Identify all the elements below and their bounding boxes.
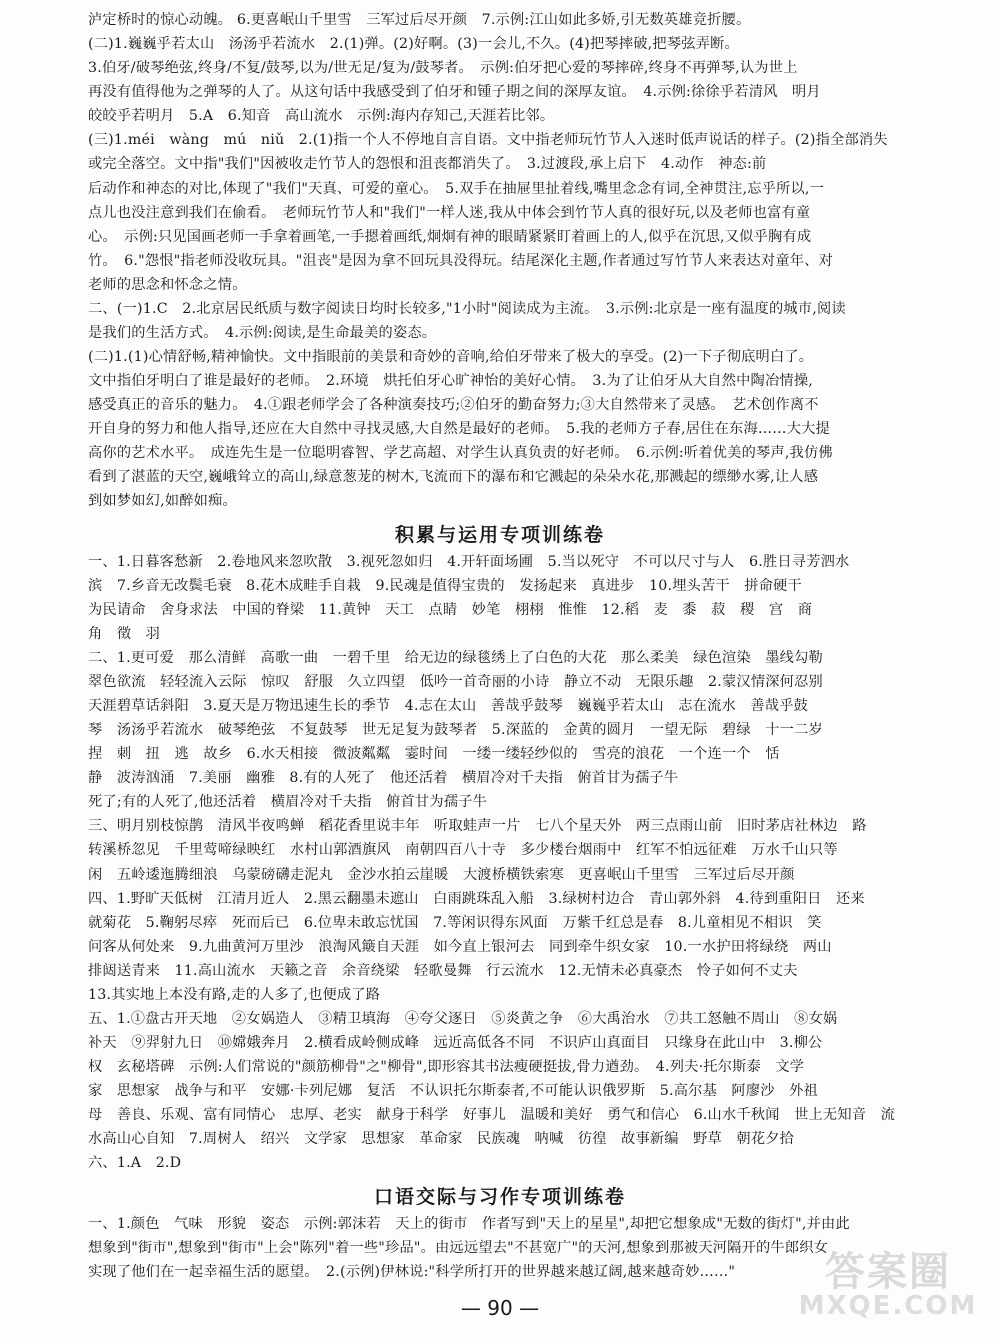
text-line: 是我们的生活方式。 4.示例:阅读,是生命最美的姿态。: [88, 324, 437, 341]
text-line: 补天 ⑨羿射九日 ⑩嫦娥奔月 2.横看成岭侧成峰 远近高低各不同 不识庐山真面目 只缘身在此山中 3.柳公: [88, 1034, 823, 1051]
text-line: 家 思想家 战争与和平 安娜·卡列尼娜 复活 不认识托尔斯泰者,不可能认识俄罗斯 5.高尔基 阿廖沙 外祖: [88, 1082, 818, 1099]
text-line: 点儿也没注意到我们在偷看。 老师玩竹节人和"我们"一样人迷,我从中体会到竹节人真的很好玩,以及老师也富有童: [88, 204, 811, 221]
text-line: 权 玄秘塔碑 示例:人们常说的"颜筋柳骨"之"柳骨",即形容其书法瘦硬挺拔,骨力遒劲。 4.列夫·托尔斯泰 文学: [88, 1058, 805, 1075]
text-line: 角 徵 羽: [88, 626, 161, 643]
text-line: 或完全落空。文中指"我们"因被收走竹节人的怨恨和沮丧都消失了。 3.过渡段,承上启下 4.动作 神态:前: [88, 156, 767, 173]
text-line: 高你的艺术水平。 成连先生是一位聪明睿智、学艺高超、对学生认真负责的好老师。 6.示例:听着优美的琴声,我仿佛: [88, 445, 833, 462]
text-line: 看到了湛蓝的天空,巍峨耸立的高山,绿意葱茏的树木,飞流而下的瀑布和它溅起的朵朵水花,那溅起的缥缈水雾,让人感: [88, 469, 819, 486]
text-line: 心。 示例:只见国画老师一手拿着画笔,一手摁着画纸,炯炯有神的眼睛紧紧盯着画上的人,似乎在沉思,又似乎胸有成: [88, 228, 812, 245]
text-line: 琴 汤汤乎若流水 破琴绝弦 不复鼓琴 世无足复为鼓琴者 5.深蓝的 金黄的圆月 一望无际 碧绿 十一二岁: [88, 722, 823, 739]
text-line: 天涯碧草话斜阳 3.夏天是万物迅速生长的季节 4.志在太山 善哉乎鼓琴 巍巍乎若太山 志在流水 善哉乎鼓: [88, 698, 809, 715]
text-line: 五、1.①盘古开天地 ②女娲造人 ③精卫填海 ④夸父逐日 ⑤炎黄之争 ⑥大禹治水 ⑦共工怒触不周山 ⑧女娲: [88, 1010, 838, 1027]
text-line: 感受真正的音乐的魅力。 4.①跟老师学会了各种演奏技巧;②伯牙的勤奋努力;③大自然带来了灵感。 艺术创作离不: [88, 396, 819, 413]
section-heading-oral-writing: 口语交际与习作专项训练卷: [373, 1185, 626, 1208]
text-line: 再没有值得他为之弹琴的人了。从这句话中我感受到了伯牙和锺子期之间的深厚友谊。 4.示例:徐徐乎若清风 明月: [88, 84, 821, 101]
text-line: 想象到"街市",想象到"街市"上会"陈列"着一些"珍品"。由远远望去"不甚宽广"的天河,想象到那被天河隔开的牛郎织女: [88, 1239, 829, 1256]
text-line: 13.其实地上本没有路,走的人多了,也便成了路: [88, 986, 381, 1003]
watermark-logo: [788, 1240, 988, 1328]
text-line: 到如梦如幻,如醉如痴。: [88, 493, 237, 510]
text-line: 四、1.野旷天低树 江清月近人 2.黑云翻墨未遮山 白雨跳珠乱入船 3.绿树村边合 青山郭外斜 4.待到重阳日 还来: [88, 890, 865, 907]
text-line: 六、1.A 2.D: [88, 1155, 182, 1172]
text-line: 开自身的努力和他人指导,还应在大自然中寻找灵感,大自然是最好的老师。 5.我的老师方子春,居住在东海……大大提: [88, 420, 830, 437]
text-line: 母 善良、乐观、富有同情心 忠厚、老实 献身于科学 好事儿 温暖和美好 勇气和信心 6.山水千秋闻 世上无知音 流: [88, 1106, 896, 1123]
text-line: 文中指伯牙明白了谁是最好的老师。 2.环境 烘托伯牙心旷神怡的美好心情。 3.为了让伯牙从大自然中陶冶情操,: [88, 372, 813, 389]
text-line: (二)1.巍巍乎若太山 汤汤乎若流水 2.(1)弹。(2)好啊。(3)一会儿,不久。(4)把琴摔破,把琴弦弄断。: [88, 36, 739, 53]
text-line: (二)1.(1)心情舒畅,精神愉快。文中指眼前的美景和奇妙的音响,给伯牙带来了极大的享受。(2)一下子彻底明白了。: [88, 348, 814, 365]
text-line: 泸定桥时的惊心动魄。 6.更喜岷山千里雪 三军过后尽开颜 7.示例:江山如此多娇,引无数英雄竞折腰。: [88, 12, 751, 29]
text-line: 后动作和神态的对比,体现了"我们"天真、可爱的童心。 5.双手在抽屉里扯着线,嘴里念念有词,全神贯注,忘乎所以,一: [88, 180, 825, 197]
text-line: 皎皎乎若明月 5.A 6.知音 高山流水 示例:海内存知己,天涯若比邻。: [88, 108, 555, 125]
text-line: 竹。 6."怨恨"指老师没收玩具。"沮丧"是因为拿不回玩具没得玩。结尾深化主题,作者通过写竹节人来表达对童年、对: [88, 252, 834, 269]
text-line: 就菊花 5.鞠躬尽瘁 死而后已 6.位卑未敢忘忧国 7.等闲识得东风面 万紫千红总是春 8.儿童相见不相识 笑: [88, 914, 822, 931]
text-line: 二、(一)1.C 2.北京居民纸质与数字阅读日均时长较多,"1小时"阅读成为主流。 3.示例:北京是一座有温度的城市,阅读: [88, 300, 846, 317]
text-line: 闲 五岭逶迤腾细浪 乌蒙磅礴走泥丸 金沙水拍云崖暖 大渡桥横铁索寒 更喜岷山千里雪 三军过后尽开颜: [88, 866, 795, 883]
watermark-text: 答案圈: [825, 1249, 951, 1295]
text-line: 水高山心自知 7.周树人 绍兴 文学家 思想家 革命家 民族魂 呐喊 彷徨 故事新编 野草 朝花夕拾: [88, 1131, 795, 1148]
text-line: 三、明月别枝惊鹊 清风半夜鸣蝉 稻花香里说丰年 听取蛙声一片 七八个星天外 两三点雨山前 旧时茅店社林边 路: [88, 818, 867, 835]
text-line: 静 波涛汹涌 7.美丽 幽雅 8.有的人死了 他还活着 横眉冷对千夫指 俯首甘为孺子牛: [88, 770, 679, 787]
text-line: 捏 刺 扭 逃 故乡 6.水天相接 微波粼粼 霎时间 一缕一缕轻纱似的 雪亮的浪花 一个连一个 恬: [88, 746, 780, 763]
text-line: 翠色欲流 轻轻流入云际 惊叹 舒服 久立四望 低吟一首奇丽的小诗 静立不动 无限乐趣 2.蒙汉情深何忍别: [88, 674, 823, 691]
text-line: 3.伯牙/破琴绝弦,终身/不复/鼓琴,以为/世无足/复为/鼓琴者。 示例:伯牙把心爱的琴摔碎,终身不再弹琴,认为世上: [88, 60, 798, 77]
text-line: 排闼送青来 11.高山流水 天籁之音 余音绕梁 轻歌曼舞 行云流水 12.无情未必真豪杰 怜子如何不丈夫: [88, 962, 798, 979]
text-line: 死了;有的人死了,他还活着 横眉冷对千夫指 俯首甘为孺子牛: [88, 794, 488, 811]
text-line: 二、1.更可爱 那么清鲜 高歌一曲 一碧千里 给无边的绿毯绣上了白色的大花 那么柔美 绿色渲染 墨线勾勒: [88, 650, 823, 667]
text-line: 为民请命 舍身求法 中国的脊梁 11.黄钟 天工 点睛 妙笔 栩栩 惟惟 12.稻 麦 黍 菽 稷 宫 商: [88, 601, 813, 618]
text-line: 一、1.颜色 气味 形貌 姿态 示例:郭沫若 天上的街市 作者写到"天上的星星",却把它想象成"无数的街灯",并由此: [88, 1215, 850, 1232]
watermark-url: MXQE.COM: [798, 1291, 978, 1321]
text-line: 转溪桥忽见 千里莺啼绿映红 水村山郭酒旗风 南朝四百八十寺 多少楼台烟雨中 红军不怕远征难 万水千山只等: [88, 842, 838, 859]
page-number: — 90 —: [460, 1296, 540, 1320]
text-line: 一、1.日暮客愁新 2.卷地风来忽吹散 3.视死忽如归 4.开轩面场圃 5.当以死守 不可以尺寸与人 6.胜日寻芳泗水: [88, 553, 850, 570]
text-line: 滨 7.乡音无改鬓毛衰 8.花木成畦手自栽 9.民魂是值得宝贵的 发扬起来 真进步 10.埋头苦干 拼命硬干: [88, 577, 802, 594]
text-line: (三)1.méi wàng mú niǔ 2.(1)指一个人不停地自言自语。文中指老师玩竹节人入迷时低声说话的样子。(2)指全部消失: [88, 132, 888, 149]
section-heading-accumulation: 积累与运用专项训练卷: [394, 523, 605, 546]
text-line: 实现了他们在一起幸福生活的愿望。 2.(示例)伊林说:"科学所打开的世界越来越辽阔,越来越奇妙……": [88, 1263, 736, 1280]
text-line: 老师的思念和怀念之情。: [88, 276, 247, 293]
text-line: 问客从何处来 9.九曲黄河万里沙 浪淘风簸自天涯 如今直上银河去 同到牵牛织女家 10.一水护田将绿绕 两山: [88, 938, 832, 955]
